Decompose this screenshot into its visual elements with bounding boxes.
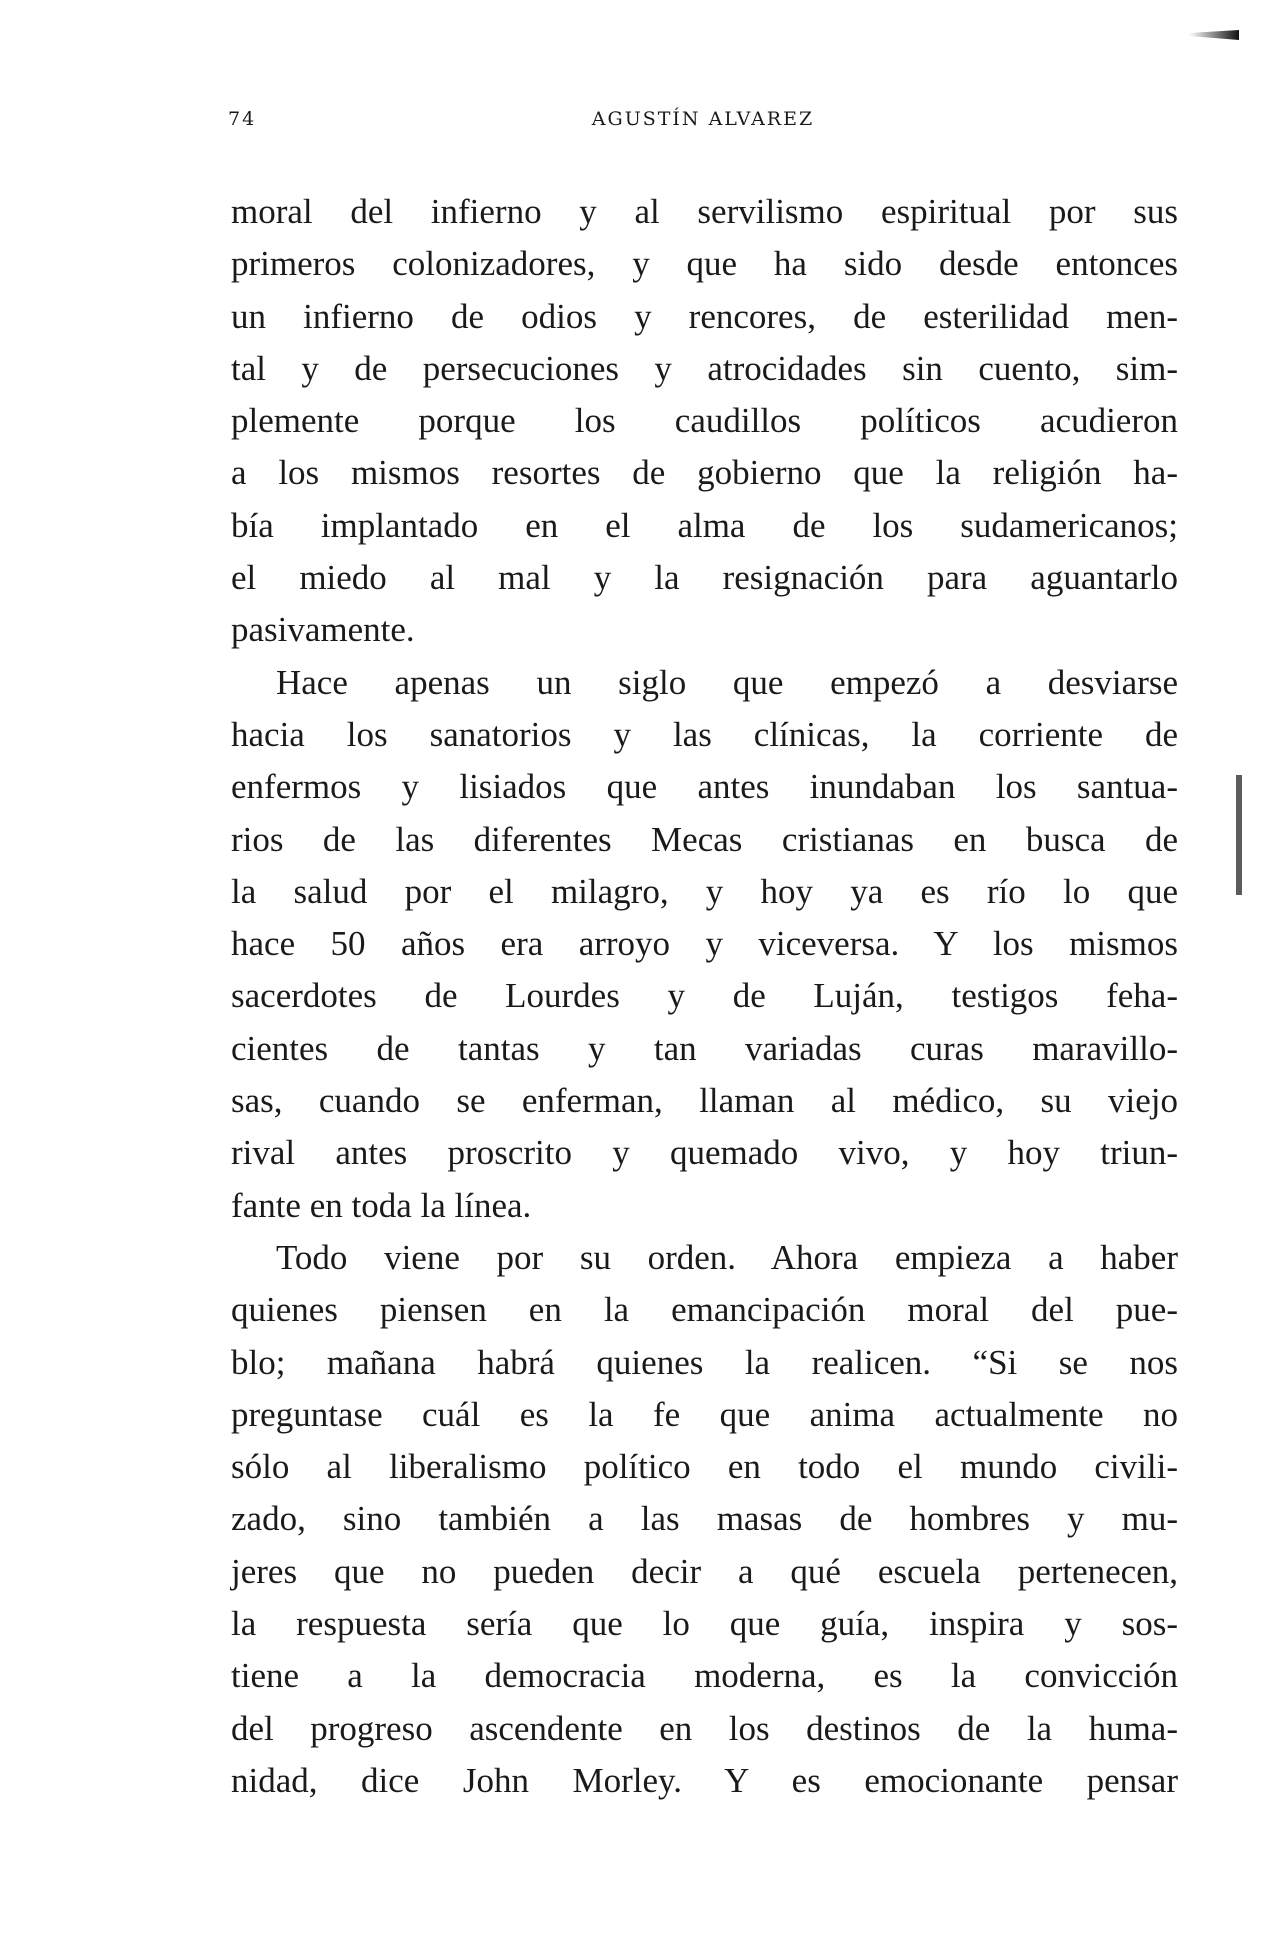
text-line: la salud por el milagro, y hoy ya es río lo que <box>231 871 1178 911</box>
text-line: rival antes proscrito y quemado vivo, y hoy triun- <box>231 1133 1178 1173</box>
text-line: un infierno de odios y rencores, de esterilidad men- <box>231 296 1178 336</box>
text-line: hacia los sanatorios y las clínicas, la corriente de <box>231 714 1178 754</box>
page-number: 74 <box>228 108 257 130</box>
text-line: el miedo al mal y la resignación para aguantarlo <box>231 558 1178 598</box>
text-line: la respuesta sería que lo que guía, inspira y sos- <box>231 1604 1178 1644</box>
text-line: nidad, dice John Morley. Y es emocionante pensar <box>231 1760 1178 1800</box>
text-line: blo; mañana habrá quienes la realicen. “Si se nos <box>231 1342 1178 1382</box>
text-line: sólo al liberalismo político en todo el mundo civili- <box>231 1447 1178 1487</box>
text-line: pasivamente. <box>231 610 415 650</box>
text-line: Hace apenas un siglo que empezó a desviarse <box>276 662 1178 702</box>
text-line: cientes de tantas y tan variadas curas maravillo- <box>231 1028 1178 1068</box>
text-line: moral del infierno y al servilismo espiritual por sus <box>231 192 1178 231</box>
text-line: tal y de persecuciones y atrocidades sin cuento, sim- <box>231 348 1178 388</box>
text-line: sacerdotes de Lourdes y de Luján, testigos feha- <box>231 976 1178 1016</box>
text-line: jeres que no pueden decir a qué escuela pertenecen, <box>231 1551 1178 1591</box>
text-line: primeros colonizadores, y que ha sido desde entonces <box>231 244 1178 284</box>
text-line: del progreso ascendente en los destinos de la huma- <box>231 1708 1178 1748</box>
text-line: a los mismos resortes de gobierno que la religión ha- <box>231 453 1178 493</box>
text-line: tiene a la democracia moderna, es la convicción <box>231 1656 1178 1696</box>
text-line: quienes piensen en la emancipación moral del pue- <box>231 1290 1178 1330</box>
text-line: sas, cuando se enferman, llaman al médico, su viejo <box>231 1081 1178 1121</box>
scan-artifact-bar <box>1236 775 1242 895</box>
text-line: hace 50 años era arroyo y viceversa. Y los mismos <box>231 924 1178 964</box>
text-line: fante en toda la línea. <box>231 1185 532 1225</box>
text-line: plemente porque los caudillos políticos acudieron <box>231 401 1178 441</box>
text-line: preguntase cuál es la fe que anima actualmente no <box>231 1394 1178 1434</box>
text-line: Todo viene por su orden. Ahora empieza a haber <box>276 1237 1178 1277</box>
text-line: bía implantado en el alma de los sudamericanos; <box>231 505 1178 545</box>
running-title: AGUSTÍN ALVAREZ <box>591 108 815 130</box>
text-line: rios de las diferentes Mecas cristianas en busca de <box>231 819 1178 859</box>
page-header <box>228 108 1178 138</box>
body-text <box>231 186 1178 1807</box>
text-line: zado, sino también a las masas de hombres y mu- <box>231 1499 1178 1539</box>
scan-artifact <box>1189 30 1239 40</box>
text-line: enfermos y lisiados que antes inundaban los santua- <box>231 767 1178 807</box>
